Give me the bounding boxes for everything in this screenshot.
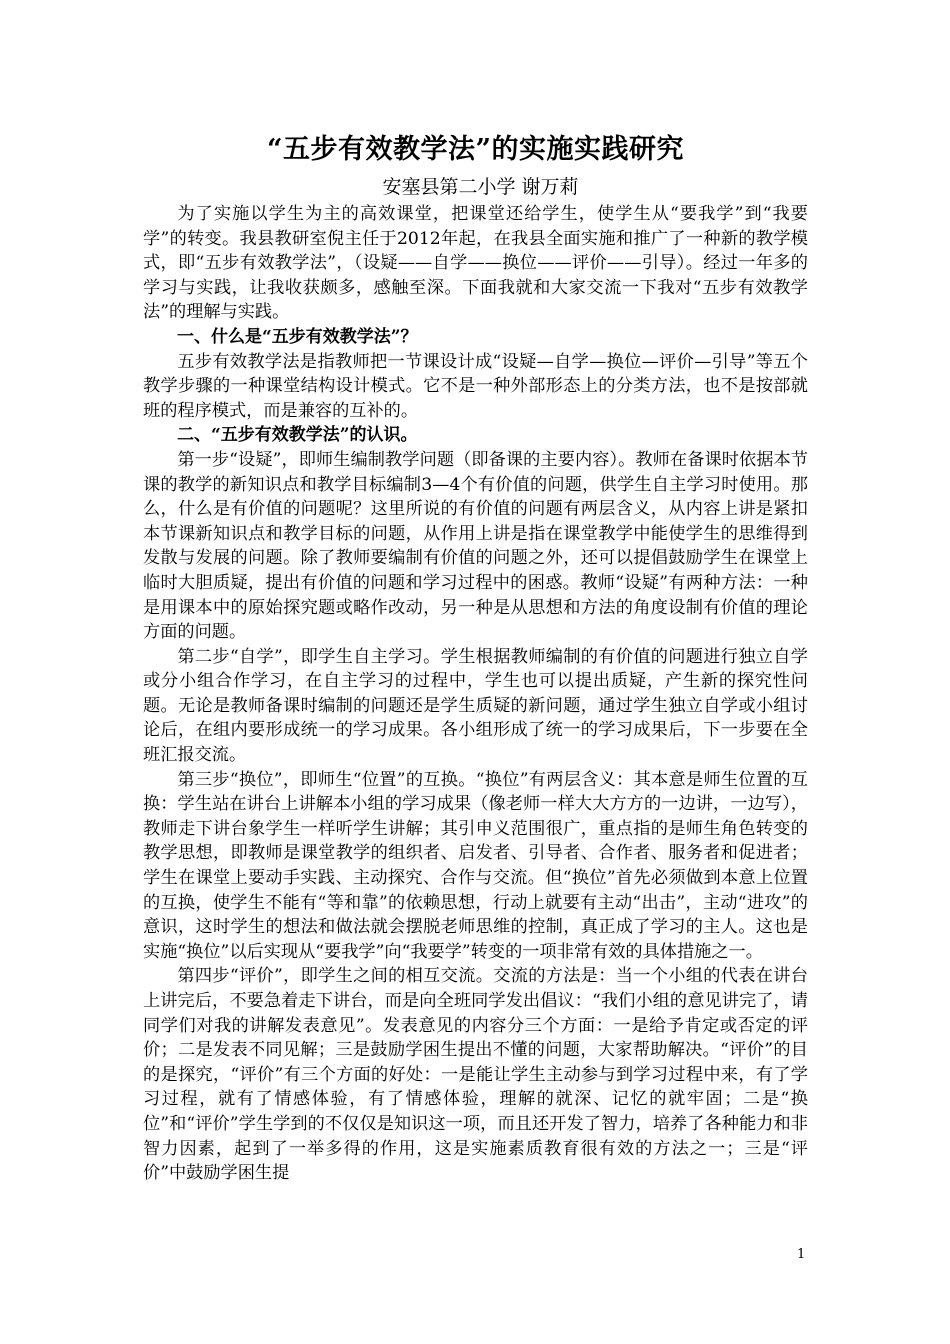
step-4-paragraph: 第四步“评价”，即学生之间的相互交流。交流的方法是：当一个小组的代表在讲台上讲完后，不要急着走下讲台，而是向全班同学发出倡议：“我们小组的意见讲完了，请同学们对我的讲解发表意见”。发表意见的内容分三个方面：一是给予肯定或否定的评价；二是发表不同见解；三是鼓励学困生提出不懂的问题，大家帮助解决。“评价”的目的是探究，“评价”有三个方面的好处：一是能让学生主动参与到学习过程中来，有了学习过程，就有了情感体验，有了情感体验，理解的就深、记忆的就牢固；二是“换位”和“评价”学生学到的不仅仅是知识这一项，而且还开发了智力，培养了各种能力和非智力因素，起到了一举多得的作用，这是实施素质教育很有效的方法之一；三是“评价”中鼓励学困生提 [143, 966, 808, 1184]
author-byline: 安塞县第二小学 谢万莉 [382, 176, 579, 198]
document-title: “五步有效教学法”的实施实践研究 [266, 134, 685, 165]
step-1-paragraph: 第一步“设疑”，即师生编制教学问题（即备课的主要内容）。教师在备课时依据本节课的教学的新知识点和教学目标编制3—4个有价值的问题，供学生自主学习时使用。那么，什么是有价值的问题呢？这里所说的有价值的问题有两层含义，从内容上讲是紧扣本节课新知识点和教学目标的问题，从作用上讲是指在课堂教学中能使学生的思维得到发散与发展的问题。除了教师要编制有价值的问题之外，还可以提倡鼓励学生在课堂上临时大胆质疑，提出有价值的问题和学习过程中的困惑。教师“设疑”有两种方法：一种是用课本中的原始探究题或略作改动，另一种是从思想和方法的角度设制有价值的理论方面的问题。 [143, 449, 808, 643]
page-number: 1 [797, 1247, 806, 1262]
definition-paragraph: 五步有效教学法是指教师把一节课设计成“设疑—自学—换位—评价—引导”等五个教学步骤的一种课堂结构设计模式。它不是一种外部形态上的分类方法，也不是按部就班的程序模式，而是兼容的互补的。 [143, 351, 808, 421]
section-heading-2: 二、“五步有效教学法”的认识。 [177, 425, 418, 446]
document-page [143, 128, 808, 1186]
step-2-paragraph: 第二步“自学”，即学生自主学习。学生根据教师编制的有价值的问题进行独立自学或分小组合作学习，在自主学习的过程中，学生也可以提出质疑，产生新的探究性问题。无论是教师备课时编制的问题还是学生质疑的新问题，通过学生独立自学或小组讨论后，在组内要形成统一的学习成果。各小组形成了统一的学习成果后，下一步要在全班汇报交流。 [143, 646, 808, 766]
section-heading-1: 一、什么是“五步有效教学法”？ [177, 326, 418, 347]
step-3-paragraph: 第三步“换位”，即师生“位置”的互换。“换位”有两层含义：其本意是师生位置的互换：学生站在讲台上讲解本小组的学习成果（像老师一样大大方方的一边讲，一边写），教师走下讲台象学生一样听学生讲解；其引申义范围很广，重点指的是师生角色转变的教学思想，即教师是课堂教学的组织者、启发者、引导者、合作者、服务者和促进者；学生在课堂上要动手实践、主动探究、合作与交流。但“换位”首先必须做到本意上位置的互换，使学生不能有“等和靠”的依赖思想，行动上就要有主动“出击”，主动“进攻”的意识，这时学生的想法和做法就会摆脱老师思维的控制，真正成了学习的主人。这也是实施“换位”以后实现从“要我学”向“我要学”转变的一项非常有效的具体措施之一。 [143, 769, 808, 962]
intro-paragraph: 为了实施以学生为主的高效课堂，把课堂还给学生，使学生从“要我学”到“我要学”的转变。我县教研室倪主任于2012年起，在我县全面实施和推广了一种新的教学模式，即“五步有效教学法”，（设疑——自学——换位——评价——引导）。经过一年多的学习与实践，让我收获颇多，感触至深。下面我就和大家交流一下我对“五步有效教学法”的理解与实践。 [143, 204, 808, 323]
